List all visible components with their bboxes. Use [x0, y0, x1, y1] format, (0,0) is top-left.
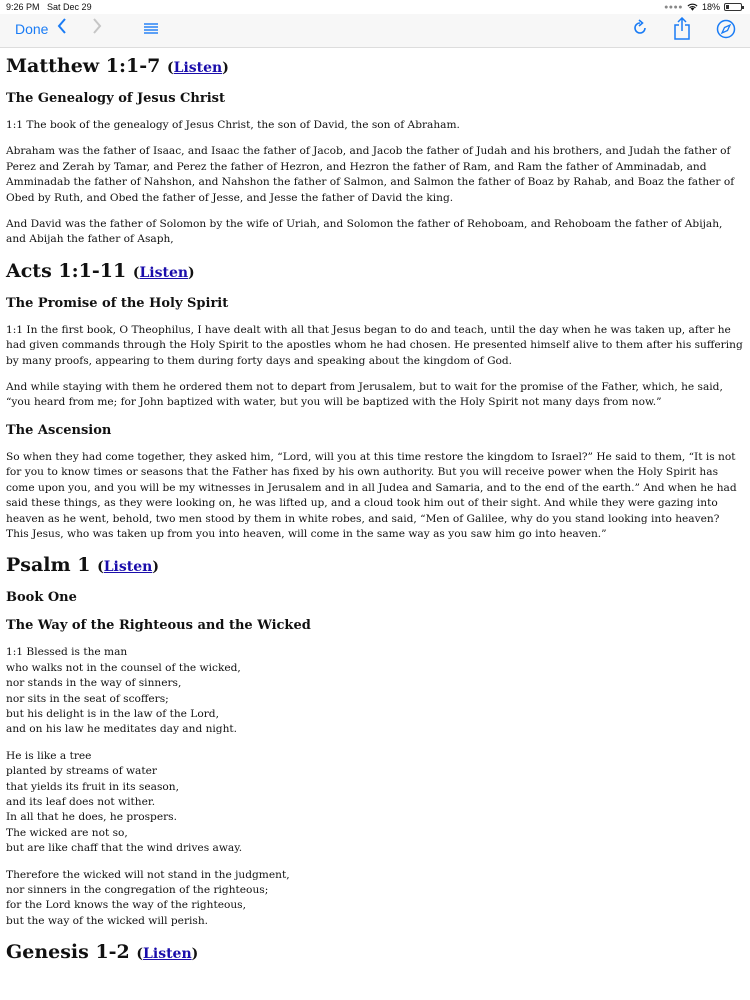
status-date: Sat Dec 29 — [47, 2, 92, 12]
listen-link[interactable]: Listen — [173, 60, 223, 76]
poem-stanza: He is like a tree planted by streams of water that yields its fruit in its season, and its leaf does not wither. In all that he does, he prospers. The wicked are not so, but are like chaff that the wind drives away. — [6, 749, 243, 855]
section-title-matthew: Matthew 1:1-7 (Listen) — [6, 55, 229, 77]
battery-icon — [724, 3, 742, 11]
section-title-text: Acts 1:1-11 — [6, 259, 127, 282]
reading-content — [6, 50, 744, 976]
section-title-text: Psalm 1 — [6, 554, 91, 577]
reader-list-icon[interactable] — [143, 22, 159, 41]
battery-fill — [726, 5, 729, 9]
browser-toolbar — [0, 14, 750, 48]
status-bar — [0, 0, 750, 14]
paragraph: 1:1 In the first book, O Theophilus, I have dealt with all that Jesus began to do and teach, until the day when he was taken up, after he had given commands through the Holy Spirit to the apostles whom he had chosen. He presented himself alive to them after his suffering by many proofs, appearing to them during forty days and speaking about the kingdom of God. — [6, 323, 743, 367]
status-time-date — [6, 2, 92, 12]
section-title-psalm: Psalm 1 (Listen) — [6, 554, 159, 577]
paragraph: And while staying with them he ordered them not to depart from Jerusalem, but to wait for the promise of the Father, which, he said, “you heard from me; for John baptized with water, but you will be baptized with the Holy Spirit not many days from now.” — [6, 381, 723, 409]
poem-stanza: 1:1 Blessed is the man who walks not in the counsel of the wicked, nor stands in the way of sinners, nor sits in the seat of scoffers; but his delight is in the law of the Lord, and on his law he meditates day and night. — [6, 646, 241, 736]
section-heading: The Promise of the Holy Spirit — [6, 295, 229, 311]
reload-icon[interactable] — [632, 19, 648, 42]
poem-stanza: Therefore the wicked will not stand in the judgment, nor sinners in the congregation of the righteous; for the Lord knows the way of the righteous, but the way of the wicked will perish. — [6, 868, 290, 927]
section-title-text: Matthew 1:1-7 — [6, 55, 161, 77]
paragraph: 1:1 The book of the genealogy of Jesus Christ, the son of David, the son of Abraham. — [6, 119, 460, 131]
paragraph: Abraham was the father of Isaac, and Isaac the father of Jacob, and Jacob the father of Judah and his brothers, and Judah the father of Perez and Zerah by Tamar, and Perez the father of Hezron, and Hezron the father of Ram, and Ram the father of Amminadab, and Amminadab the father of Nahshon, and Nahshon the father of Salmon, and Salmon the father of Boaz by Rahab, and Boaz the father of Obed by Ruth, and Obed the father of Jesse, and Jesse the father of David the king. — [6, 145, 735, 204]
forward-chevron-icon[interactable] — [92, 17, 102, 41]
paragraph: So when they had come together, they asked him, “Lord, will you at this time restore the kingdom to Israel?” He said to them, “It is not for you to know times or seasons that the Father has fixed by his own authority. But you will receive power when the Holy Spirit has come upon you, and you will be my witnesses in Jerusalem and in all Judea and Samaria, and to the end of the earth.” And when he had said these things, as they were looking on, he was lifted up, and a cloud took him out of their sight. And while they were gazing into heaven as he went, behold, two men stood by them in white robes, and said, “Men of Galilee, why do you stand looking into heaven? This Jesus, who was taken up from you into heaven, will come in the same way as you saw him go into heaven.” — [6, 450, 737, 540]
book-heading: Book One — [6, 590, 77, 606]
listen-link[interactable]: Listen — [143, 946, 192, 963]
battery-percent: 18% — [701, 2, 720, 12]
section-title-acts: Acts 1:1-11 (Listen) — [6, 259, 195, 282]
listen-link[interactable]: Listen — [139, 264, 189, 281]
listen-link[interactable]: Listen — [103, 559, 153, 576]
section-heading: The Genealogy of Jesus Christ — [6, 91, 225, 106]
section-title-genesis: Genesis 1-2 (Listen) — [6, 941, 199, 964]
section-title-text: Genesis 1-2 — [6, 941, 130, 964]
section-heading: The Way of the Righteous and the Wicked — [6, 618, 311, 634]
status-right — [664, 2, 742, 12]
back-chevron-icon[interactable] — [57, 17, 67, 41]
done-button[interactable]: Done — [15, 21, 49, 37]
status-time: 9:26 PM — [6, 2, 40, 12]
share-icon[interactable] — [673, 17, 691, 46]
signal-icon: ●●●● — [664, 3, 683, 11]
section-heading: The Ascension — [6, 422, 112, 438]
paragraph: And David was the father of Solomon by the wife of Uriah, and Solomon the father of Rehoboam, and Rehoboam the father of Abijah, and Abijah the father of Asaph, — [6, 218, 723, 246]
compass-icon[interactable] — [716, 19, 736, 44]
wifi-icon — [687, 3, 698, 12]
